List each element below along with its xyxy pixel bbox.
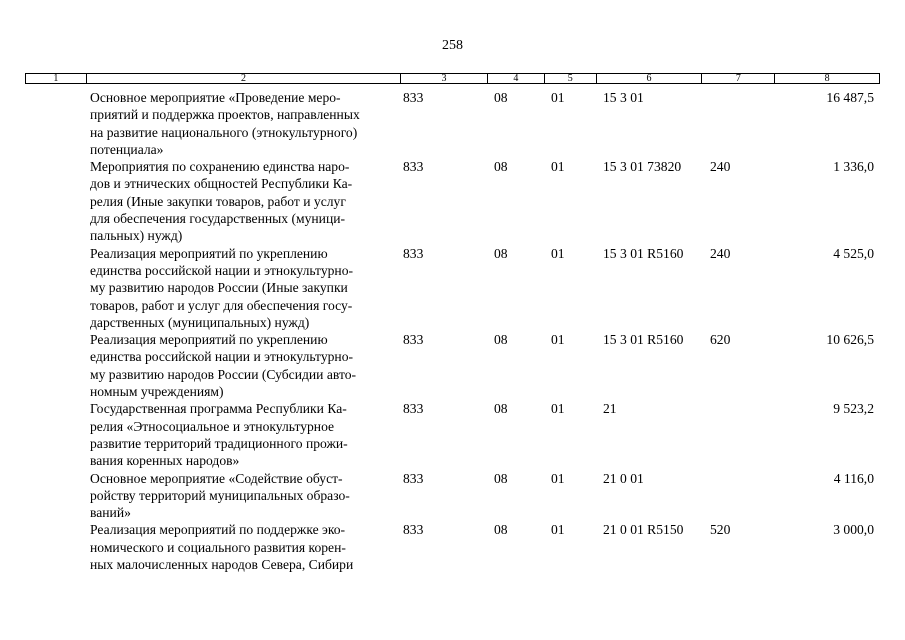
header-col-8: 8 — [774, 74, 879, 83]
description-line: дов и этнических общностей Республики Ка- — [90, 176, 353, 192]
amount: 4 116,0 — [833, 470, 874, 486]
admin-code: 833 — [403, 522, 424, 538]
subsection-code: 01 — [551, 401, 565, 417]
description-line: Реализация мероприятий по укреплению — [90, 332, 328, 348]
description-line: единства российской нации и этнокультурно- — [90, 262, 354, 278]
subsection-code: 01 — [551, 470, 565, 486]
target-code: 15 3 01 73820 — [603, 159, 682, 175]
admin-code: 833 — [403, 401, 424, 417]
table-row — [25, 245, 880, 331]
section-code: 08 — [494, 159, 508, 175]
section-code: 08 — [494, 332, 508, 348]
target-code: 21 0 01 R5150 — [603, 522, 684, 538]
description-line: вания коренных народов» — [90, 453, 240, 469]
section-code: 08 — [494, 90, 508, 105]
description-line: ных малочисленных народов Севера, Сибири — [90, 557, 354, 573]
target-code: 15 3 01 R5160 — [603, 245, 684, 261]
amount: 1 336,0 — [833, 159, 874, 175]
description-line: товаров, работ и услуг для обеспечения госу- — [90, 297, 353, 313]
target-code: 15 3 01 R5160 — [603, 332, 684, 348]
expense-type-code — [702, 89, 775, 158]
amount: 10 626,5 — [826, 332, 874, 348]
expense-type-code: 240 — [710, 159, 731, 175]
row-number-cell — [25, 400, 85, 469]
row-description — [85, 521, 400, 573]
description-line: развитие территорий традиционного прожи- — [90, 435, 348, 451]
section-code: 08 — [494, 522, 508, 538]
table-row — [25, 521, 880, 573]
row-description — [85, 158, 400, 244]
table-row — [25, 89, 880, 158]
description-line: пальных) нужд) — [90, 228, 183, 244]
description-line: номным учреждениям) — [90, 384, 224, 400]
subsection-code: 01 — [551, 332, 565, 348]
description-line: приятий и поддержка проектов, направленных — [90, 107, 360, 123]
amount: 9 523,2 — [833, 401, 874, 417]
description-line: ройству территорий муниципальных образо- — [90, 487, 350, 503]
description-line: номического и социального развития корен- — [90, 539, 346, 555]
section-code: 08 — [494, 245, 508, 261]
row-number-cell — [25, 470, 85, 522]
description-line: для обеспечения государственных (муници- — [90, 211, 346, 227]
subsection-code: 01 — [551, 245, 565, 261]
header-col-4: 4 — [487, 74, 544, 83]
description-line: Реализация мероприятий по укреплению — [90, 245, 328, 261]
page-number: 258 — [442, 38, 463, 53]
subsection-code: 01 — [551, 90, 565, 105]
row-description — [85, 470, 400, 522]
header-col-6: 6 — [596, 74, 702, 83]
table-row — [25, 331, 880, 400]
header-col-3: 3 — [400, 74, 487, 83]
description-line: потенциала» — [90, 141, 164, 157]
subsection-code: 01 — [551, 522, 565, 538]
description-line: единства российской нации и этнокультурно- — [90, 349, 354, 365]
expense-type-code: 620 — [710, 332, 731, 348]
description-line: му развитию народов России (Иные закупки — [90, 280, 348, 296]
row-number-cell — [25, 245, 85, 331]
table-row — [25, 470, 880, 522]
description-line: релия «Этносоциальное и этнокультурное — [90, 418, 335, 434]
section-code: 08 — [494, 401, 508, 417]
subsection-code: 01 — [551, 159, 565, 175]
header-col-7: 7 — [701, 74, 774, 83]
table-row — [25, 158, 880, 244]
expense-type-code — [702, 470, 775, 522]
amount: 4 525,0 — [833, 245, 874, 261]
admin-code: 833 — [403, 159, 424, 175]
table-body — [25, 89, 880, 573]
header-col-1: 1 — [53, 73, 59, 84]
target-code: 15 3 01 — [603, 90, 644, 105]
admin-code: 833 — [403, 90, 424, 105]
header-col-5: 5 — [544, 74, 596, 83]
row-description — [85, 331, 400, 400]
description-line: ваний» — [90, 505, 131, 521]
row-number-cell — [25, 331, 85, 400]
description-line: Государственная программа Республики Ка- — [90, 401, 347, 417]
description-line: Основное мероприятие «Проведение меро- — [90, 90, 341, 105]
row-description — [85, 400, 400, 469]
table-row — [25, 400, 880, 469]
expense-type-code — [702, 400, 775, 469]
admin-code: 833 — [403, 245, 424, 261]
row-number-cell — [25, 158, 85, 244]
row-description — [85, 245, 400, 331]
description-line: му развитию народов России (Субсидии авто- — [90, 366, 357, 382]
row-number-cell — [25, 521, 85, 573]
target-code: 21 0 01 — [603, 470, 644, 486]
description-line: релия (Иные закупки товаров, работ и услуг — [90, 193, 346, 209]
header-col-2: 2 — [86, 74, 400, 83]
target-code: 21 — [603, 401, 617, 417]
row-description — [85, 89, 400, 158]
description-line: Реализация мероприятий по поддержке эко- — [90, 522, 346, 538]
admin-code: 833 — [403, 332, 424, 348]
expense-type-code: 520 — [710, 522, 731, 538]
amount: 16 487,5 — [826, 90, 874, 105]
description-line: Основное мероприятие «Содействие обуст- — [90, 470, 343, 486]
amount: 3 000,0 — [833, 522, 874, 538]
description-line: на развитие национального (этнокультурного) — [90, 124, 358, 140]
admin-code: 833 — [403, 470, 424, 486]
expense-type-code: 240 — [710, 245, 731, 261]
table-header — [25, 73, 880, 84]
section-code: 08 — [494, 470, 508, 486]
description-line: дарственных (муниципальных) нужд) — [90, 314, 310, 330]
description-line: Мероприятия по сохранению единства наро- — [90, 159, 350, 175]
row-number-cell — [25, 89, 85, 158]
